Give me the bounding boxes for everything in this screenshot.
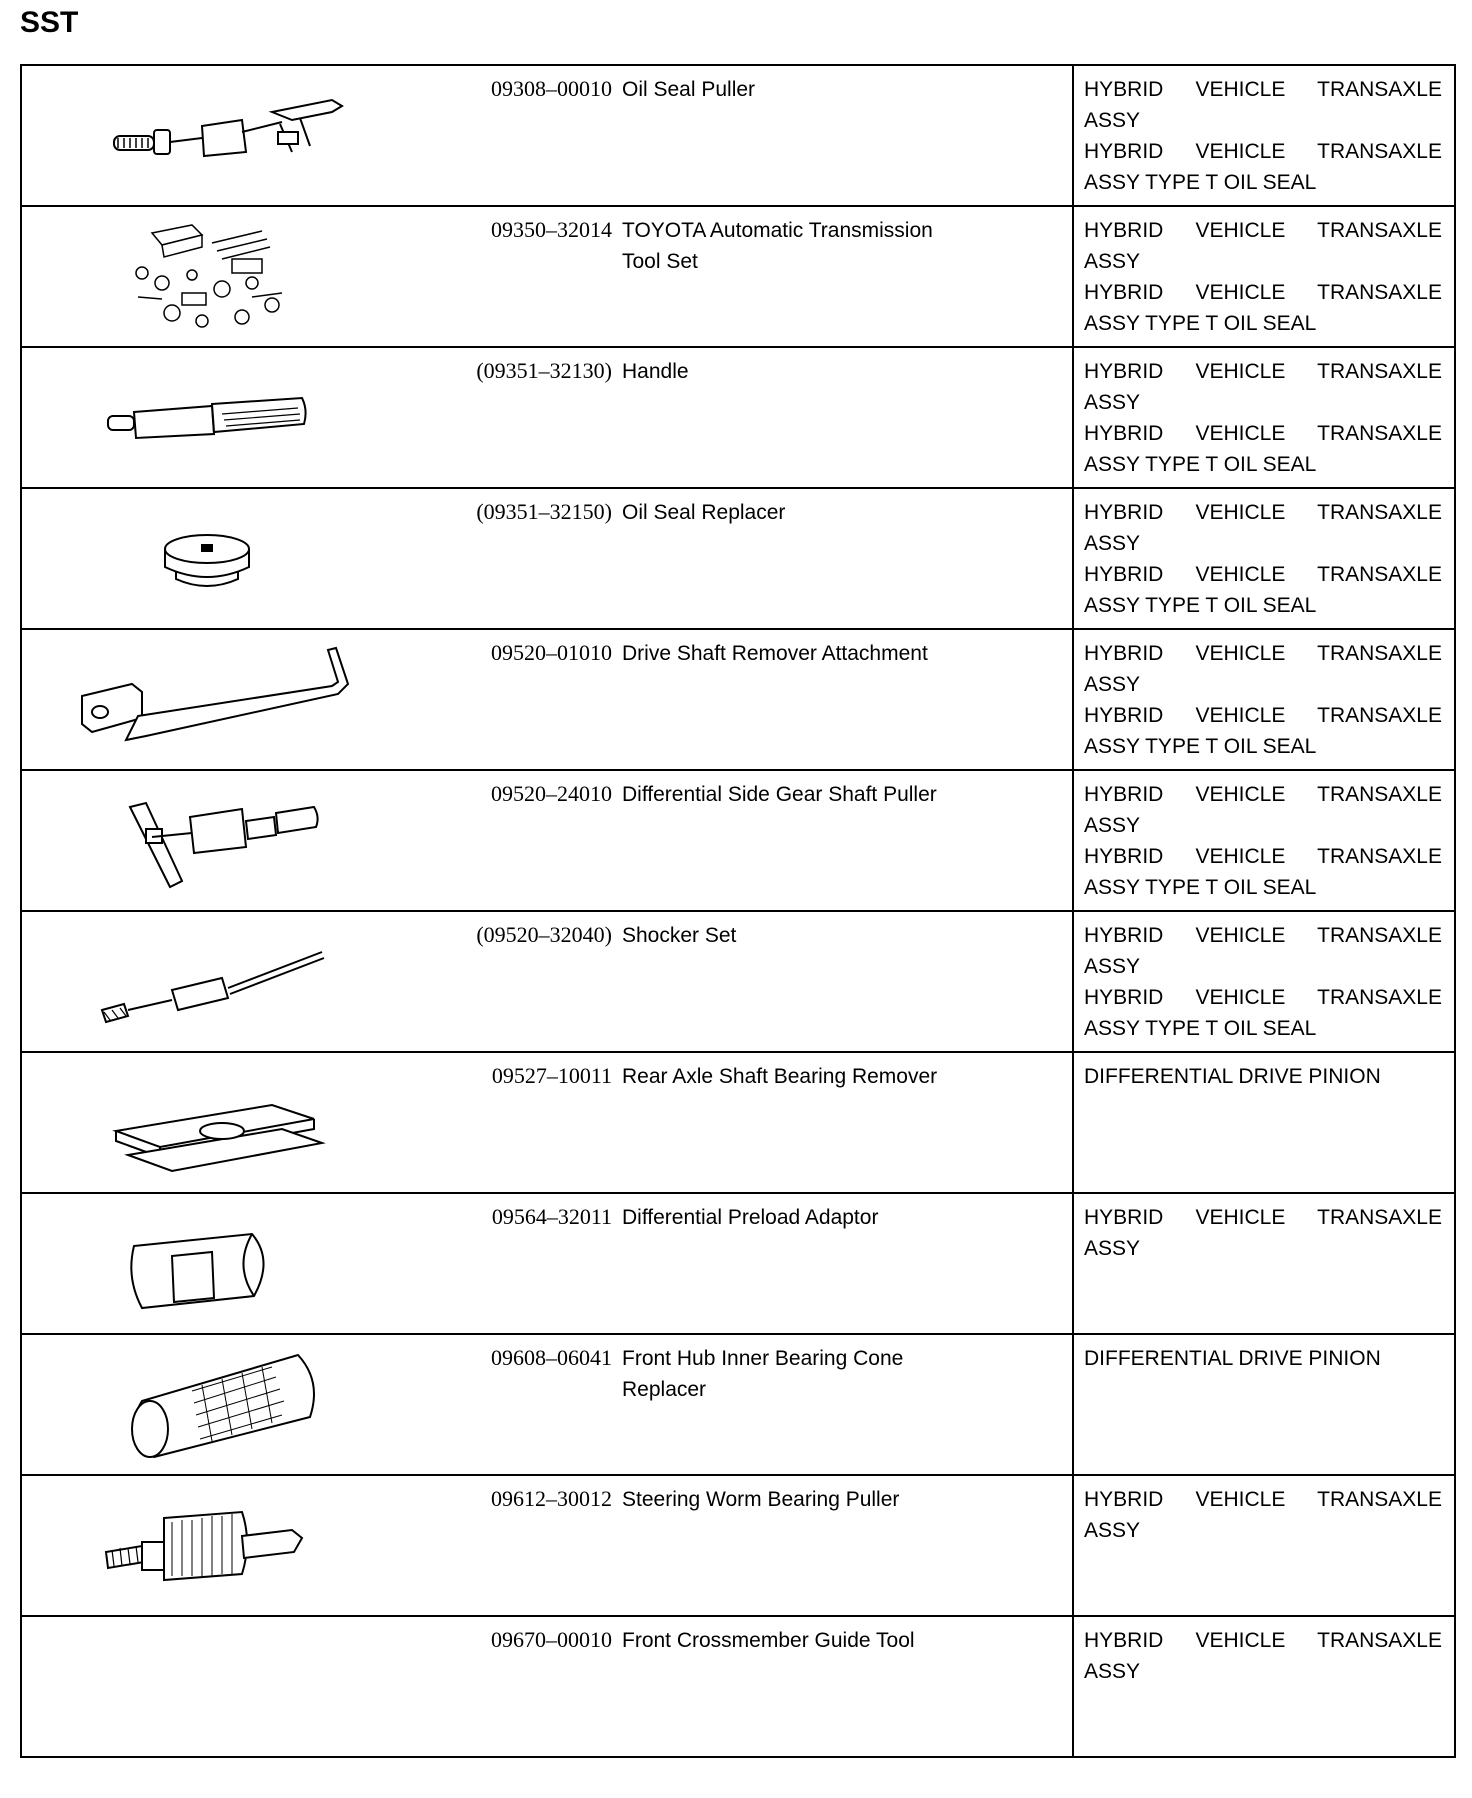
applicable-section-line: ASSY TYPE T OIL SEAL xyxy=(1084,312,1317,335)
applicable-section-cell xyxy=(1073,65,1455,206)
part-name: Front Crossmember Guide Tool xyxy=(622,1629,915,1652)
applicable-section-line: ASSY TYPE T OIL SEAL xyxy=(1084,876,1317,899)
side-gear-puller-icon xyxy=(42,777,402,905)
part-number: 09350–32014 xyxy=(491,217,612,242)
applicable-section-line: ASSY xyxy=(1084,532,1141,555)
part-name: Oil Seal Puller xyxy=(622,78,756,101)
table-row xyxy=(21,347,1455,488)
applicable-section-line: ASSY xyxy=(1084,109,1141,132)
applicable-section-line: ASSY xyxy=(1084,1237,1141,1260)
table-row xyxy=(21,1052,1455,1193)
applicable-section-line: ASSY TYPE T OIL SEAL xyxy=(1084,1017,1317,1040)
tool-cell xyxy=(21,488,1073,629)
applicable-section-line: HYBRID VEHICLE TRANSAXLE xyxy=(1084,563,1442,586)
oil-seal-replacer-icon xyxy=(42,495,402,623)
applicable-section-line: ASSY xyxy=(1084,391,1141,414)
drive-shaft-attachment-icon xyxy=(42,636,402,764)
applicable-section-line: HYBRID VEHICLE TRANSAXLE xyxy=(1084,360,1442,383)
part-name: Handle xyxy=(622,360,689,383)
applicable-section-cell xyxy=(1073,1475,1455,1616)
part-name: Oil Seal Replacer xyxy=(622,501,786,524)
applicable-section-line: HYBRID VEHICLE TRANSAXLE xyxy=(1084,140,1442,163)
applicable-section-line: HYBRID VEHICLE TRANSAXLE xyxy=(1084,845,1442,868)
side-gear-puller-icon xyxy=(42,777,402,905)
shocker-set-icon xyxy=(42,918,402,1046)
part-number: 09520–24010 xyxy=(491,781,612,806)
part-number: 09670–00010 xyxy=(491,1627,612,1652)
applicable-section-line: ASSY xyxy=(1084,814,1141,837)
table-row xyxy=(21,1193,1455,1334)
applicable-section-line: HYBRID VEHICLE TRANSAXLE xyxy=(1084,783,1442,806)
part-number: 09520–01010 xyxy=(491,640,612,665)
applicable-section-line: HYBRID VEHICLE TRANSAXLE xyxy=(1084,1488,1442,1511)
part-number: (09520–32040) xyxy=(476,922,612,947)
applicable-section-line: HYBRID VEHICLE TRANSAXLE xyxy=(1084,219,1442,242)
tool-cell xyxy=(21,65,1073,206)
preload-adaptor-icon xyxy=(42,1200,402,1328)
shocker-set-icon xyxy=(42,918,402,1046)
part-number: 09308–00010 xyxy=(491,76,612,101)
applicable-section-line: ASSY xyxy=(1084,250,1141,273)
part-number: (09351–32150) xyxy=(476,499,612,524)
table-row xyxy=(21,1334,1455,1475)
applicable-section-line: HYBRID VEHICLE TRANSAXLE xyxy=(1084,78,1442,101)
tool-cell xyxy=(21,629,1073,770)
oil-seal-puller-icon xyxy=(42,72,402,200)
table-row xyxy=(21,911,1455,1052)
part-number: 09564–32011 xyxy=(491,1204,612,1229)
part-number: (09351–32130) xyxy=(476,358,612,383)
tool-cell xyxy=(21,1052,1073,1193)
table-row xyxy=(21,770,1455,911)
cone-replacer-icon xyxy=(42,1341,402,1469)
applicable-section-cell xyxy=(1073,1193,1455,1334)
table-row xyxy=(21,65,1455,206)
applicable-section-cell xyxy=(1073,488,1455,629)
tool-cell xyxy=(21,1334,1073,1475)
applicable-section-line: DIFFERENTIAL DRIVE PINION xyxy=(1084,1065,1381,1088)
part-name: Drive Shaft Remover Attachment xyxy=(622,642,928,665)
oil-seal-puller-icon xyxy=(42,72,402,200)
applicable-section-line: HYBRID VEHICLE TRANSAXLE xyxy=(1084,986,1442,1009)
tool-cell xyxy=(21,1193,1073,1334)
part-name: Steering Worm Bearing Puller xyxy=(622,1488,900,1511)
tool-set-icon xyxy=(42,213,402,341)
part-name: Rear Axle Shaft Bearing Remover xyxy=(622,1065,938,1088)
tool-set-icon xyxy=(42,213,402,341)
applicable-section-line: HYBRID VEHICLE TRANSAXLE xyxy=(1084,704,1442,727)
applicable-section-line: HYBRID VEHICLE TRANSAXLE xyxy=(1084,1629,1442,1652)
handle-icon xyxy=(42,354,402,482)
part-name: TOYOTA Automatic Transmission Tool Set xyxy=(622,219,933,273)
applicable-section-line: HYBRID VEHICLE TRANSAXLE xyxy=(1084,1206,1442,1229)
table-row xyxy=(21,488,1455,629)
drive-shaft-attachment-icon xyxy=(42,636,402,764)
applicable-section-cell xyxy=(1073,347,1455,488)
bearing-remover-icon xyxy=(42,1059,402,1187)
part-number: 09612–30012 xyxy=(491,1486,612,1511)
applicable-section-line: HYBRID VEHICLE TRANSAXLE xyxy=(1084,924,1442,947)
applicable-section-cell xyxy=(1073,770,1455,911)
part-name: Differential Preload Adaptor xyxy=(622,1206,879,1229)
tool-cell xyxy=(21,1616,1073,1757)
applicable-section-line: ASSY xyxy=(1084,1519,1141,1542)
oil-seal-replacer-icon xyxy=(42,495,402,623)
applicable-section-cell xyxy=(1073,206,1455,347)
table-row xyxy=(21,1475,1455,1616)
table-row xyxy=(21,629,1455,770)
empty-illustration xyxy=(42,1623,402,1751)
tool-cell xyxy=(21,911,1073,1052)
applicable-section-line: HYBRID VEHICLE TRANSAXLE xyxy=(1084,642,1442,665)
applicable-section-line: HYBRID VEHICLE TRANSAXLE xyxy=(1084,422,1442,445)
applicable-section-line: ASSY xyxy=(1084,1660,1141,1683)
tool-cell xyxy=(21,770,1073,911)
applicable-section-cell xyxy=(1073,911,1455,1052)
applicable-section-line: ASSY xyxy=(1084,673,1141,696)
applicable-section-line: ASSY TYPE T OIL SEAL xyxy=(1084,453,1317,476)
applicable-section-cell xyxy=(1073,629,1455,770)
worm-bearing-puller-icon xyxy=(42,1482,402,1610)
applicable-section-line: DIFFERENTIAL DRIVE PINION xyxy=(1084,1347,1381,1370)
bearing-remover-icon xyxy=(42,1059,402,1187)
applicable-section-cell xyxy=(1073,1334,1455,1475)
part-name: Front Hub Inner Bearing Cone Replacer xyxy=(622,1347,904,1401)
preload-adaptor-icon xyxy=(42,1200,402,1328)
part-name: Differential Side Gear Shaft Puller xyxy=(622,783,937,806)
sst-table xyxy=(20,64,1456,1758)
tool-cell xyxy=(21,347,1073,488)
part-number: 09608–06041 xyxy=(491,1345,612,1370)
page-title: SST xyxy=(20,6,79,39)
table-row xyxy=(21,206,1455,347)
tool-cell xyxy=(21,1475,1073,1616)
applicable-section-line: ASSY xyxy=(1084,955,1141,978)
handle-icon xyxy=(42,354,402,482)
applicable-section-line: ASSY TYPE T OIL SEAL xyxy=(1084,171,1317,194)
part-number: 09527–10011 xyxy=(491,1063,612,1088)
applicable-section-line: ASSY TYPE T OIL SEAL xyxy=(1084,735,1317,758)
worm-bearing-puller-icon xyxy=(42,1482,402,1610)
table-row xyxy=(21,1616,1455,1757)
applicable-section-cell xyxy=(1073,1052,1455,1193)
applicable-section-line: HYBRID VEHICLE TRANSAXLE xyxy=(1084,281,1442,304)
part-name: Shocker Set xyxy=(622,924,737,947)
applicable-section-line: ASSY TYPE T OIL SEAL xyxy=(1084,594,1317,617)
tool-cell xyxy=(21,206,1073,347)
applicable-section-line: HYBRID VEHICLE TRANSAXLE xyxy=(1084,501,1442,524)
cone-replacer-icon xyxy=(42,1341,402,1469)
applicable-section-cell xyxy=(1073,1616,1455,1757)
